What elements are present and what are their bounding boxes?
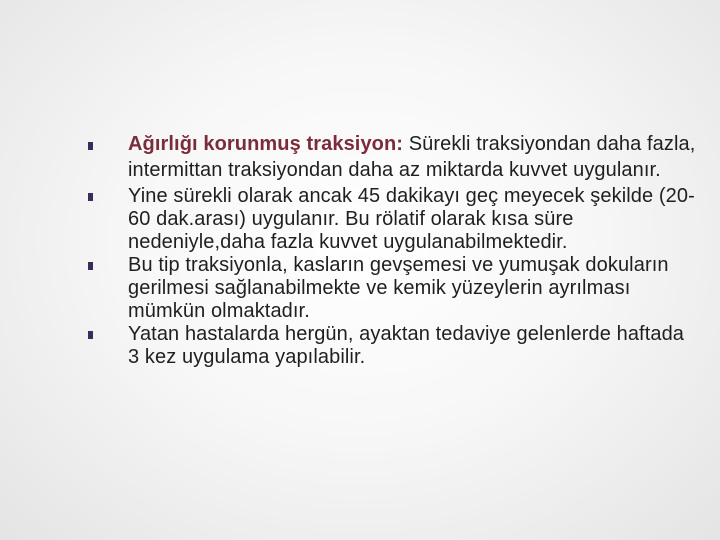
square-bullet-icon (88, 331, 93, 339)
bullet-item (88, 185, 698, 254)
square-bullet-icon (88, 142, 93, 150)
bullet-list (88, 131, 698, 369)
square-bullet-icon (88, 193, 93, 201)
bullet-text: Yatan hastalarda hergün, ayaktan tedaviye gelenlerde haftada 3 kez uygulama yapılabilir. (128, 323, 685, 368)
bullet-text: Bu tip traksiyonla, kasların gevşemesi ve yumuşak dokuların gerilmesi sağlanabilmekte ve kemik yüzeylerin ayrılması mümkün olmaktadır. (128, 254, 669, 322)
bullet-item (88, 131, 698, 183)
bullet-item (88, 254, 698, 323)
square-bullet-icon (88, 262, 93, 270)
bullet-term: Ağırlığı korunmuş traksiyon: (128, 133, 404, 155)
bullet-text: Sürekli traksiyondan daha fazla, intermittan traksiyondan daha az miktarda kuvvet uygulanır. (128, 133, 696, 181)
bullet-text: Yine sürekli olarak ancak 45 dakikayı geç meyecek şekilde (20-60 dak.arası) uygulanır. Bu rölatif olarak kısa süre nedeniyle,daha fazla kuvvet uygulanabilmektedir. (128, 185, 695, 253)
bullet-item (88, 323, 698, 369)
